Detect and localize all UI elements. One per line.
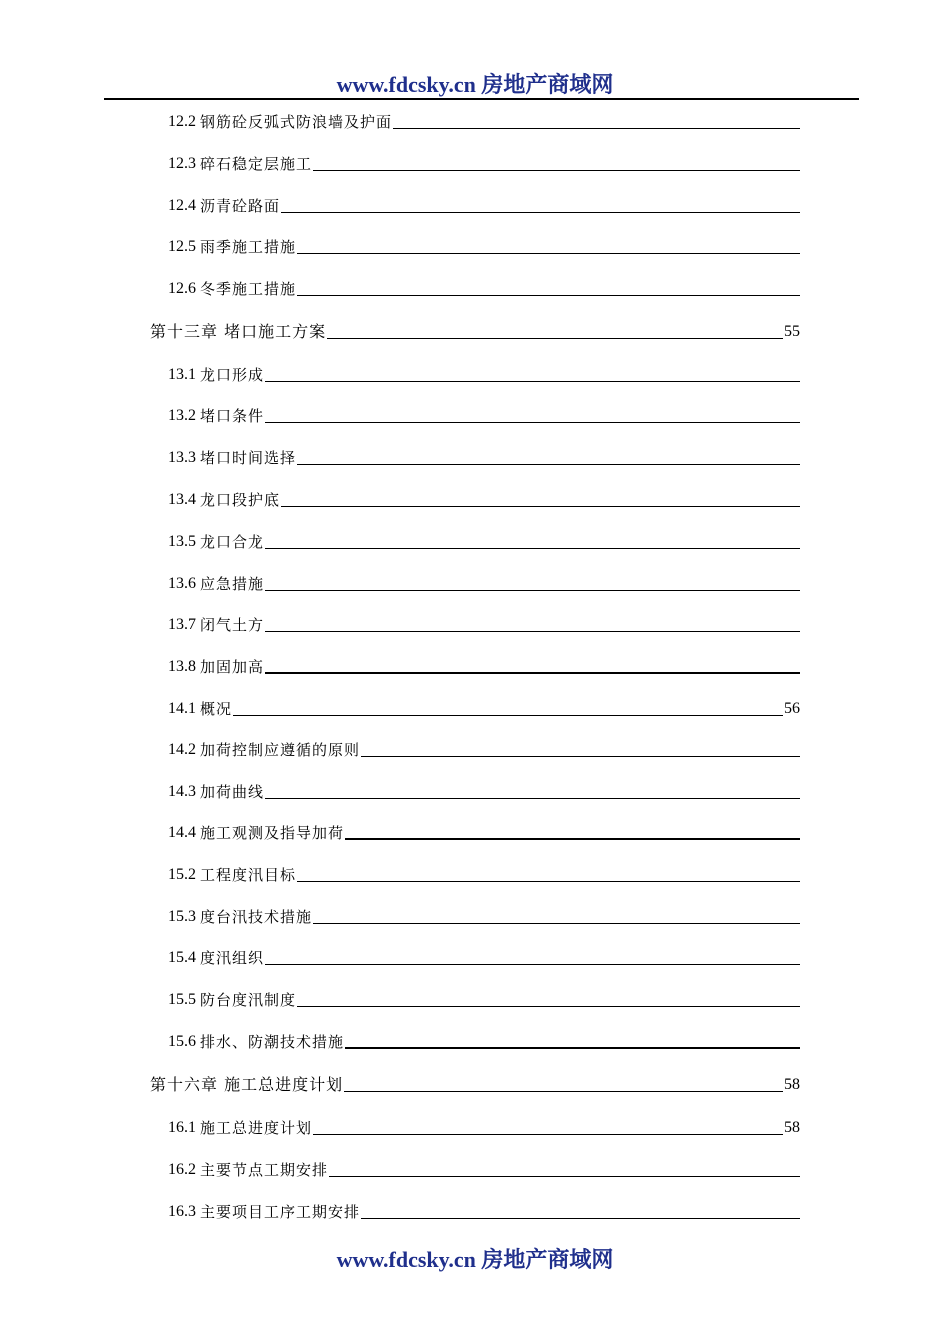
- toc-entry-number: 12.6: [168, 280, 196, 297]
- toc-entry-number: 13.1: [168, 366, 196, 383]
- toc-entry-title: 钢筋砼反弧式防浪墙及护面: [200, 113, 393, 131]
- footer-brand[interactable]: www.fdcsky.cn 房地产商域网: [336, 1247, 614, 1272]
- toc-entry-title: 施工观测及指导加荷: [200, 824, 345, 842]
- toc-entry-14-4[interactable]: [168, 818, 800, 842]
- toc-entry-number: 14.4: [168, 824, 196, 841]
- toc-entry-number: 12.2: [168, 113, 196, 130]
- toc-leader-line: [281, 212, 800, 213]
- toc-entry-title: 闭气土方: [200, 616, 265, 634]
- toc-entry-title: 堵口时间选择: [200, 449, 297, 467]
- toc-entry-title: 雨季施工措施: [200, 238, 297, 256]
- toc-leader-line: [265, 964, 800, 965]
- toc-entry-title: 龙口形成: [200, 366, 265, 384]
- toc-leader-line: [281, 506, 800, 507]
- toc-entry-13-2[interactable]: [168, 401, 800, 425]
- toc-leader-line: [393, 128, 800, 129]
- toc-entry-14-3[interactable]: [168, 777, 800, 801]
- toc-leader-line: [265, 590, 800, 591]
- toc-chapter-16[interactable]: [150, 1070, 800, 1094]
- toc-leader-line: [313, 170, 800, 171]
- toc-leader-line: [345, 838, 800, 840]
- toc-page-number: 55: [784, 323, 800, 340]
- toc-entry-12-2[interactable]: [168, 107, 800, 131]
- toc-entry-13-4[interactable]: [168, 485, 800, 509]
- header-brand[interactable]: www.fdcsky.cn 房地产商域网: [336, 72, 614, 97]
- toc-entry-number: 12.3: [168, 155, 196, 172]
- toc-leader-line: [265, 422, 800, 423]
- toc-entry-16-2[interactable]: [168, 1155, 800, 1179]
- toc-entry-13-3[interactable]: [168, 443, 800, 467]
- toc-entry-13-6[interactable]: [168, 569, 800, 593]
- toc-entry-title: 加固加高: [200, 658, 265, 676]
- toc-leader-line: [265, 381, 800, 382]
- toc-leader-line: [265, 548, 800, 549]
- toc-leader-line: [329, 1176, 800, 1177]
- toc-entry-number: 13.8: [168, 658, 196, 675]
- toc-leader-line: [233, 715, 783, 716]
- toc-entry-15-6[interactable]: [168, 1027, 800, 1051]
- toc-leader-line: [297, 253, 800, 254]
- toc-entry-number: 15.4: [168, 949, 196, 966]
- toc-entry-title: 堵口条件: [200, 407, 265, 425]
- toc-entry-title: 加荷曲线: [200, 783, 265, 801]
- toc-entry-12-4[interactable]: [168, 191, 800, 215]
- toc-entry-15-5[interactable]: [168, 985, 800, 1009]
- toc-entry-13-8[interactable]: [168, 652, 800, 676]
- toc-entry-12-3[interactable]: [168, 149, 800, 173]
- toc-entry-15-2[interactable]: [168, 860, 800, 884]
- toc-entry-title: 应急措施: [200, 575, 265, 593]
- toc-leader-line: [265, 631, 800, 632]
- toc-entry-number: 16.2: [168, 1161, 196, 1178]
- toc-entry-title: 沥青砼路面: [200, 197, 281, 215]
- toc-entry-title: 度台汛技术措施: [200, 908, 313, 926]
- toc-entry-16-3[interactable]: [168, 1197, 800, 1221]
- toc-entry-number: 13.6: [168, 575, 196, 592]
- toc-leader-line: [361, 756, 800, 757]
- toc-entry-number: 14.3: [168, 783, 196, 800]
- toc-leader-line: [313, 923, 800, 924]
- toc-entry-number: 13.3: [168, 449, 196, 466]
- toc-leader-line: [297, 881, 800, 882]
- toc-entry-15-3[interactable]: [168, 902, 800, 926]
- toc-entry-13-7[interactable]: [168, 610, 800, 634]
- toc-leader-line: [297, 1006, 800, 1007]
- toc-entry-title: 排水、防潮技术措施: [200, 1033, 345, 1051]
- toc-entry-number: 13.4: [168, 491, 196, 508]
- toc-entry-title: 度汛组织: [200, 949, 265, 967]
- toc-chapter-13[interactable]: [150, 317, 800, 341]
- toc-entry-title: 龙口段护底: [200, 491, 281, 509]
- toc-entry-14-2[interactable]: [168, 735, 800, 759]
- toc-chapter-title: 第十三章 堵口施工方案: [150, 322, 327, 341]
- toc-chapter-title: 第十六章 施工总进度计划: [150, 1075, 344, 1094]
- toc-entry-title: 冬季施工措施: [200, 280, 297, 298]
- toc-leader-line: [345, 1047, 800, 1049]
- toc-entry-title: 主要项目工序工期安排: [200, 1203, 361, 1221]
- toc-leader-line: [344, 1091, 783, 1092]
- toc-leader-line: [297, 464, 800, 465]
- toc-entry-16-1[interactable]: [168, 1113, 800, 1137]
- toc-leader-line: [265, 672, 800, 674]
- toc-entry-title: 主要节点工期安排: [200, 1161, 329, 1179]
- toc-entry-15-4[interactable]: [168, 943, 800, 967]
- toc-leader-line: [361, 1218, 800, 1219]
- toc-entry-number: 14.2: [168, 741, 196, 758]
- toc-page-number: 56: [784, 700, 800, 717]
- toc-entry-number: 16.3: [168, 1203, 196, 1220]
- toc-page-number: 58: [784, 1119, 800, 1136]
- toc-entry-number: 12.4: [168, 197, 196, 214]
- toc-entry-number: 14.1: [168, 700, 196, 717]
- toc-entry-title: 碎石稳定层施工: [200, 155, 313, 173]
- toc-entry-number: 15.3: [168, 908, 196, 925]
- toc-entry-title: 加荷控制应遵循的原则: [200, 741, 361, 759]
- toc-entry-title: 施工总进度计划: [200, 1119, 313, 1137]
- toc-entry-title: 龙口合龙: [200, 533, 265, 551]
- toc-entry-14-1[interactable]: [168, 694, 800, 718]
- toc-entry-number: 15.6: [168, 1033, 196, 1050]
- toc-entry-number: 13.7: [168, 616, 196, 633]
- toc-entry-number: 13.5: [168, 533, 196, 550]
- toc-entry-title: 工程度汛目标: [200, 866, 297, 884]
- toc-entry-number: 15.2: [168, 866, 196, 883]
- toc-entry-13-5[interactable]: [168, 527, 800, 551]
- toc-entry-number: 13.2: [168, 407, 196, 424]
- toc-leader-line: [265, 798, 800, 799]
- toc-entry-12-6[interactable]: [168, 274, 800, 298]
- toc-entry-title: 概况: [200, 700, 233, 718]
- toc-entry-number: 16.1: [168, 1119, 196, 1136]
- toc-page-number: 58: [784, 1076, 800, 1093]
- toc-entry-number: 15.5: [168, 991, 196, 1008]
- toc-leader-line: [327, 338, 783, 339]
- toc-entry-title: 防台度汛制度: [200, 991, 297, 1009]
- toc-entry-12-5[interactable]: [168, 232, 800, 256]
- toc-entry-number: 12.5: [168, 238, 196, 255]
- toc-entry-13-1[interactable]: [168, 360, 800, 384]
- toc-leader-line: [313, 1134, 783, 1135]
- toc-leader-line: [297, 295, 800, 296]
